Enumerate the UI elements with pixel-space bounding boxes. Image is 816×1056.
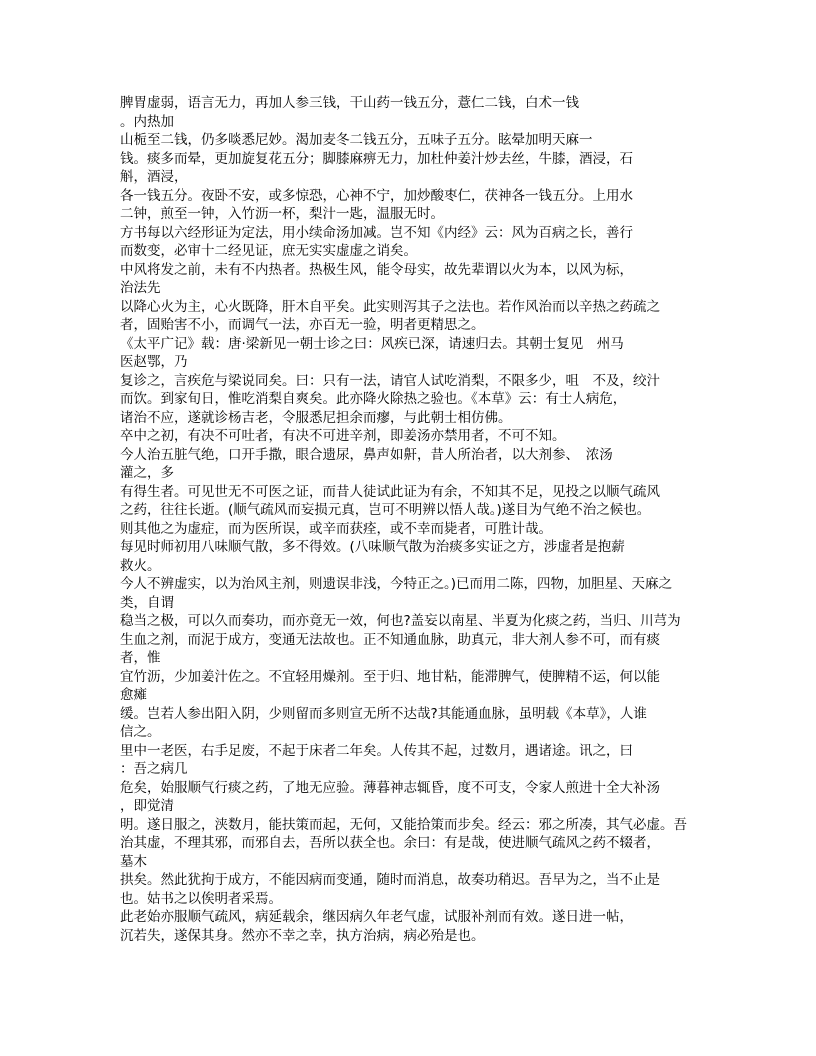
text-line: 今人治五脏气绝，口开手撒，眼合遗尿，鼻声如鼾，昔人所治者，以大剂参、 浓汤	[120, 446, 613, 463]
document-text	[120, 94, 720, 945]
text-line: 中风将发之前，未有不内热者。热极生风，能令母实，故先辈谓以火为本，以风为标，	[120, 261, 633, 278]
text-line: 类，自谓	[120, 594, 174, 611]
text-line: 宜竹沥，少加姜汁佐之。不宜轻用燥剂。至于归、地甘粘，能滞脾气，使脾精不运，何以能	[120, 668, 660, 685]
text-line: 缓。岂若人参出阳入阴，少则留而多则宣无所不达哉?其能通血脉，虽明载《本草》，人谁	[120, 705, 647, 722]
text-line: 卒中之初，有决不可吐者，有决不可进辛剂，即姜汤亦禁用者，不可不知。	[120, 428, 566, 444]
text-line: 也。姑书之以俟明者采焉。	[120, 890, 282, 907]
text-line: 有得生者。可见世无不可医之证，而昔人徒试此证为有余，不知其不足，见投之以顺气疏风	[120, 483, 660, 500]
text-line: 沉若失，遂保其身。然亦不幸之幸，执方治病，病必殆是也。	[120, 927, 485, 944]
text-line: 则其他之为虚症，而为医所误，或辛而获痊，或不幸而毙者，可胜计哉。	[120, 520, 552, 537]
text-line: 灌之，多	[120, 465, 174, 481]
text-line: 拱矣。然此犹拘于成方，不能因病而变通，随时而消息，故奏功稍迟。吾早为之，当不止是	[120, 872, 660, 888]
text-line: 二钟，煎至一钟，入竹沥一杯，梨汁一匙，温服无时。	[120, 206, 444, 222]
text-line: 《太平广记》载：唐·梁新见一朝士诊之曰：风疾已深，请速归去。其朝士复见 州马	[120, 335, 624, 352]
text-line: 治其虚，不理其邪，而邪自去，吾所以获全也。余曰：有是哉，使进顺气疏风之药不辍者，	[120, 835, 660, 851]
text-line: 以降心火为主，心火既降，肝木自平矣。此实则泻其子之法也。若作风治而以辛热之药疏之	[120, 298, 660, 315]
text-line: 生血之剂，而泥于成方，变通无法故也。正不知通血脉，助真元，非大剂人参不可，而有痰	[120, 631, 660, 648]
text-line: 脾胃虚弱，语言无力，再加人参三钱，干山药一钱五分，薏仁二钱，白术一钱	[120, 95, 579, 111]
text-line: 复诊之，言疾危与梁说同矣。曰：只有一法，请官人试吃消梨，不限多少，咀 不及，绞汁	[120, 372, 660, 389]
text-line: 者，惟	[120, 650, 161, 666]
text-line: 各一钱五分。夜卧不安，或多惊恐，心神不宁，加炒酸枣仁，茯神各一钱五分。上用水	[120, 187, 633, 204]
text-line: 稳当之极，可以久而奏功，而亦竟无一效，何也?盖妄以南星、半夏为化痰之药，当归、川芎为	[120, 613, 681, 629]
text-line: 墓木	[120, 853, 147, 870]
text-line: 里中一老医，右手足废，不起于床者二年矣。人传其不起，过数月，遇诸途。讯之，曰	[120, 742, 633, 759]
text-line: 每见时师初用八味顺气散，多不得效。(八味顺气散为治痰多实证之方，涉虚者是抱薪	[120, 539, 625, 555]
text-line: 信之。	[120, 724, 161, 740]
text-line: 。内热加	[120, 113, 174, 130]
text-line: 医赵鄂，乃	[120, 354, 188, 370]
text-line: 救火。	[120, 557, 161, 574]
text-line: 明。遂日服之，浃数月，能扶策而起，无何，又能拾策而步矣。经云：邪之所凑，其气必虚。吾	[120, 816, 687, 833]
text-line: 此老始亦服顺气疏风，病延载余，继因病久年老气虚，试服补剂而有效。遂日进一帖，	[120, 909, 633, 925]
text-line: 者，固贻害不小，而调气一法，亦百无一验，明者更精思之。	[120, 317, 485, 333]
text-line: 钱。痰多而晕，更加旋复花五分；脚膝麻痹无力，加杜仲姜汁炒去丝，牛膝，酒浸，石	[120, 150, 633, 167]
text-line: 之药，往往长逝。(顺气疏风而妄损元真，岂可不明辨以悟人哉。)遂目为气绝不治之候也。	[120, 502, 651, 518]
text-line: 危矣，始服顺气行痰之药，了地无应验。薄暮神志辄昏，度不可支，令家人煎进十全大补汤	[120, 779, 660, 796]
text-line: 治法先	[120, 280, 161, 296]
text-line: ，即觉清	[120, 798, 174, 814]
text-line: 斛，酒浸，	[120, 169, 188, 185]
text-line: 而数变，必审十二经见证，庶无实实虚虚之诮矣。	[120, 243, 417, 259]
text-line: ：吾之病几	[120, 761, 188, 777]
text-line: 诸治不应，遂就诊杨吉老，令服悉尼担余而瘳，与此朝士相仿佛。	[120, 409, 512, 426]
text-line: 而饮。到家旬日，惟吃消梨自爽矣。此亦降火除热之验也。《本草》云：有士人病危，	[120, 391, 627, 407]
text-line: 山栀至二钱，仍多啖悉尼妙。渴加麦冬二钱五分，五味子五分。眩晕加明天麻一	[120, 132, 593, 148]
text-line: 方书每以六经形证为定法，用小续命汤加减。岂不知《内经》云：风为百病之长，善行	[120, 224, 633, 241]
text-line: 愈瘫	[120, 687, 147, 703]
text-line: 今人不辨虚实，以为治风主剂，则遗误非浅，今特正之。)已而用二陈，四物，加胆星、天麻之	[120, 576, 673, 592]
